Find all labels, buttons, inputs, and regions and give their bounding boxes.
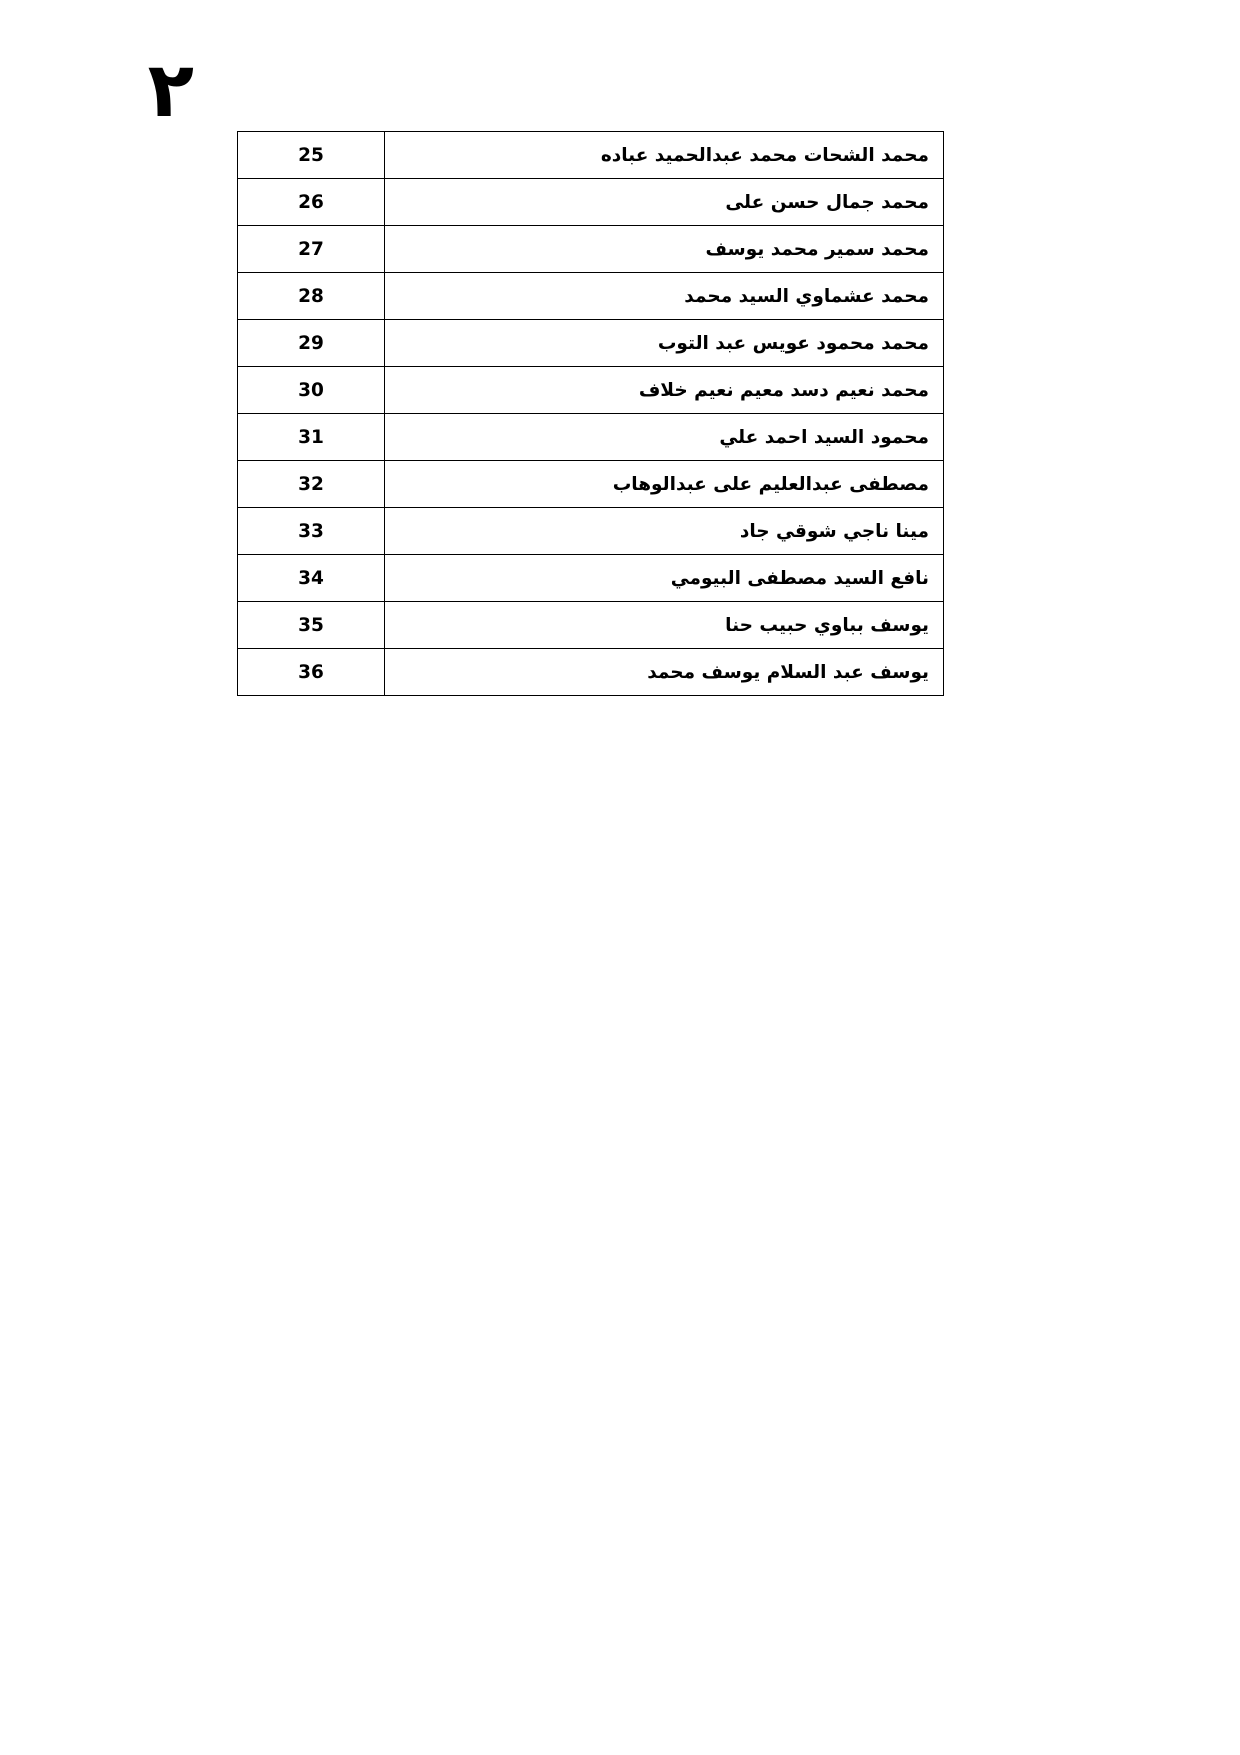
- cell-name: محمد محمود عويس عبد التوب: [385, 320, 944, 367]
- table-row: [238, 179, 944, 226]
- cell-index: 30: [238, 367, 385, 414]
- table-row: [238, 555, 944, 602]
- cell-index: 33: [238, 508, 385, 555]
- page-number: ٢: [147, 45, 194, 134]
- table-row: [238, 226, 944, 273]
- cell-name: محمد عشماوي السيد محمد: [385, 273, 944, 320]
- cell-name: محمد جمال حسن على: [385, 179, 944, 226]
- cell-index: 31: [238, 414, 385, 461]
- table-row: [238, 367, 944, 414]
- names-table-body: [238, 132, 944, 696]
- cell-index: 36: [238, 649, 385, 696]
- table-row: [238, 508, 944, 555]
- names-table-container: [296, 131, 944, 696]
- cell-name: يوسف بباوي حبيب حنا: [385, 602, 944, 649]
- cell-name: محمد نعيم دسد معيم نعيم خلاف: [385, 367, 944, 414]
- cell-name: نافع السيد مصطفى البيومي: [385, 555, 944, 602]
- table-row: [238, 602, 944, 649]
- cell-name: محمد الشحات محمد عبدالحميد عباده: [385, 132, 944, 179]
- table-row: [238, 320, 944, 367]
- cell-name: محمد سمير محمد يوسف: [385, 226, 944, 273]
- table-row: [238, 273, 944, 320]
- cell-name: مينا ناجي شوقي جاد: [385, 508, 944, 555]
- cell-index: 26: [238, 179, 385, 226]
- cell-index: 29: [238, 320, 385, 367]
- table-row: [238, 414, 944, 461]
- cell-index: 32: [238, 461, 385, 508]
- cell-index: 27: [238, 226, 385, 273]
- cell-name: يوسف عبد السلام يوسف محمد: [385, 649, 944, 696]
- cell-name: محمود السيد احمد علي: [385, 414, 944, 461]
- cell-index: 35: [238, 602, 385, 649]
- table-row: [238, 649, 944, 696]
- names-table: [237, 131, 944, 696]
- cell-name: مصطفى عبدالعليم على عبدالوهاب: [385, 461, 944, 508]
- cell-index: 25: [238, 132, 385, 179]
- cell-index: 34: [238, 555, 385, 602]
- table-row: [238, 461, 944, 508]
- cell-index: 28: [238, 273, 385, 320]
- table-row: [238, 132, 944, 179]
